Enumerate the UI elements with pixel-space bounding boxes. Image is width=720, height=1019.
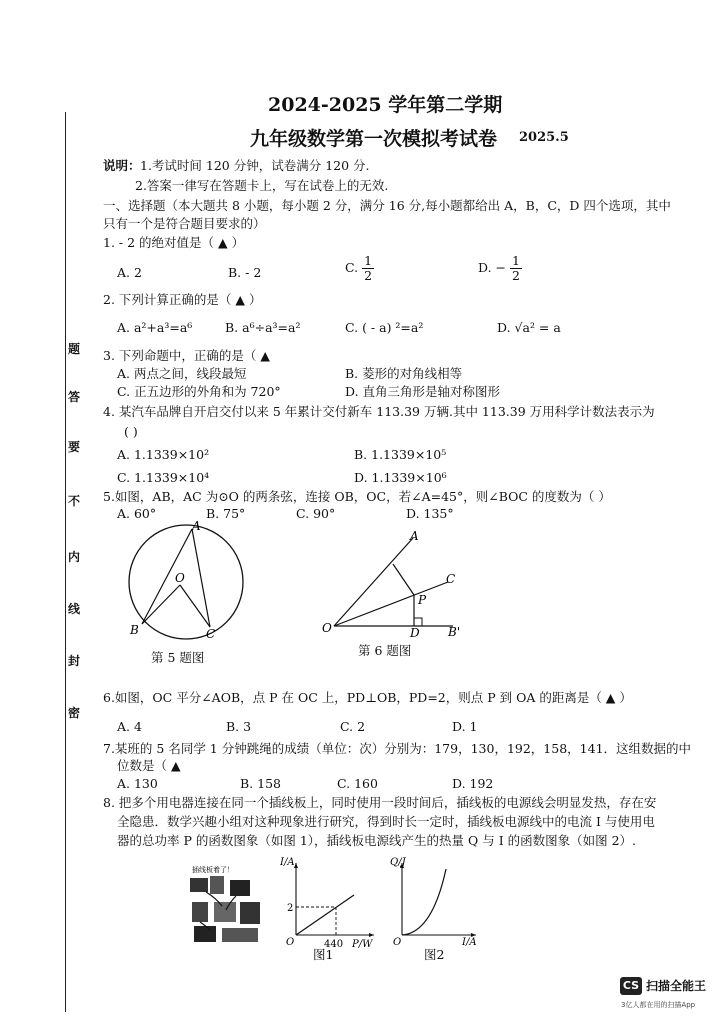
q3-option-d: D. 直角三角形是轴对称图形 — [345, 384, 501, 399]
exam-title-line1: 2024-2025 学年第二学期 — [268, 94, 503, 116]
point-a-label: A — [410, 529, 419, 543]
graph-1-origin: O — [286, 937, 295, 948]
graph-2-caption: 图2 — [424, 947, 445, 962]
seal-char: 答 — [68, 390, 81, 404]
appliance-icon — [194, 926, 216, 942]
ray-oa — [334, 538, 413, 626]
seal-char: 不 — [68, 494, 81, 508]
instructions-line1: 1.考试时间 120 分钟，试卷满分 120 分. — [140, 158, 370, 173]
q3-option-b: B. 菱形的对角线相等 — [345, 366, 463, 381]
graph-2-heat-vs-current — [388, 855, 480, 950]
exam-date: 2025.5 — [519, 130, 569, 145]
q2-option-b: B. a⁶÷a³=a² — [225, 320, 301, 335]
q6-option-b: B. 3 — [226, 719, 252, 734]
graph-2-curve — [402, 869, 446, 935]
q2-option-a: A. a²+a³=a⁶ — [117, 320, 193, 335]
q4-option-a: A. 1.1339×10² — [117, 447, 210, 462]
point-p-label: P — [418, 593, 427, 607]
q5-stem: 5.如图，AB，AC 为⊙O 的两条弦，连接 OB，OC，若∠A=45°，则∠BOC 的度数为（ ） — [103, 489, 611, 504]
point-c-label: C — [206, 627, 216, 641]
instructions-line2: 2.答案一律写在答题卡上，写在试卷上的无效. — [135, 178, 389, 193]
q2-stem: 2. 下列计算正确的是（ ▲ ） — [103, 292, 262, 307]
figure-6-angle-diagram — [318, 528, 468, 640]
point-a-label: A — [192, 520, 201, 533]
binding-line — [65, 112, 66, 1012]
q8-line3: 器的总功率 P 的函数图象（如图 1），插线板电源线产生的热量 Q 与 I 的函数图象（如图 2）. — [117, 833, 637, 848]
scanner-brand-name: 扫描全能王 — [646, 979, 707, 993]
graph-2-x-label: I/A — [462, 937, 477, 948]
seal-char: 要 — [68, 440, 81, 454]
graph-2-origin: O — [393, 937, 402, 948]
seal-char: 密 — [68, 706, 81, 720]
seal-char: 内 — [68, 550, 81, 564]
segment-p-to-oa — [393, 564, 414, 595]
q6-stem: 6.如图，OC 平分∠AOB，点 P 在 OC 上，PD⊥OB，PD=2，则点 P 到 OA 的距离是（ ▲ ） — [103, 690, 632, 705]
appliance-icon — [190, 878, 208, 892]
q1-option-c: C. $\frac{1}{2}$ — [345, 253, 373, 283]
graph-1-current-vs-power — [280, 855, 380, 950]
graph-2-y-label: Q/J — [390, 857, 406, 868]
appliance-icon — [240, 902, 260, 924]
q5-option-d: D. 135° — [406, 506, 454, 521]
q3-stem: 3. 下列命题中，正确的是（ ▲ — [103, 348, 270, 363]
q4-blank: ( ) — [124, 424, 138, 439]
q6-option-d: D. 1 — [452, 719, 478, 734]
power-strip-cartoon-illustration — [186, 862, 268, 948]
q8-line1: 8. 把多个用电器连接在同一个插线板上，同时使用一段时间后，插线板的电源线会明显发热，存在安 — [103, 795, 657, 810]
point-b-label: B — [130, 623, 139, 637]
q7-stem: 7.某班的 5 名同学 1 分钟跳绳的成绩（单位：次）分别为：179，130，192，158，141．这组数据的中 — [103, 741, 692, 756]
q3-option-c: C. 正五边形的外角和为 720° — [117, 384, 281, 399]
seal-char: 线 — [68, 602, 81, 616]
q5-option-b: B. 75° — [206, 506, 246, 521]
q2-option-c: C. ( - a) ²=a² — [345, 320, 424, 335]
q6-option-c: C. 2 — [340, 719, 366, 734]
seal-char: 题 — [68, 342, 81, 356]
chord-ac — [192, 529, 210, 627]
graph-1-y-tick: 2 — [287, 903, 294, 914]
q1-option-b: B. - 2 — [228, 265, 262, 280]
appliance-icon — [214, 902, 236, 922]
q7-option-b: B. 158 — [240, 776, 281, 791]
graph-1-x-label: P/W — [352, 939, 373, 950]
point-b-label: B' — [448, 625, 461, 639]
cartoon-caption: 插线板着了！ — [192, 866, 234, 874]
q7-option-d: D. 192 — [452, 776, 494, 791]
point-o-label: O — [175, 571, 185, 585]
q2-option-d: D. √a² = a — [497, 320, 561, 335]
appliance-icon — [230, 880, 250, 896]
segment-ob — [142, 585, 180, 624]
q4-option-c: C. 1.1339×10⁴ — [117, 470, 210, 485]
q4-option-d: D. 1.1339×10⁶ — [354, 470, 447, 485]
q7-stem-2: 位数是（ ▲ — [117, 758, 181, 773]
q1-option-d: D. − $\frac{1}{2}$ — [478, 253, 520, 283]
fraction-half: $\frac{1}{2}$ — [511, 253, 520, 283]
q1-option-a: A. 2 — [117, 265, 142, 280]
graph-1-line — [296, 895, 354, 935]
section1-heading-2: 只有一个是符合题目要求的） — [103, 216, 266, 231]
figure-5-caption: 第 5 题图 — [151, 650, 205, 665]
q6-option-a: A. 4 — [117, 719, 142, 734]
figure-5-circle-diagram — [118, 520, 258, 645]
seal-char: 封 — [68, 654, 81, 668]
q3-option-a: A. 两点之间，线段最短 — [117, 366, 247, 381]
power-strip-icon — [222, 928, 258, 942]
point-o-label: O — [322, 621, 332, 635]
circle-o — [129, 525, 243, 639]
appliance-icon — [192, 902, 208, 922]
q7-option-a: A. 130 — [117, 776, 158, 791]
scanner-logo-icon: CS — [620, 977, 642, 995]
q7-option-c: C. 160 — [337, 776, 378, 791]
q4-stem: 4. 某汽车品牌自开启交付以来 5 年累计交付新车 113.39 万辆.其中 113.39 万用科学计数法表示为 — [103, 404, 655, 419]
q5-option-a: A. 60° — [117, 506, 157, 521]
scanner-slogan: 3亿人都在用的扫描App — [621, 1001, 696, 1009]
section1-heading: 一、选择题（本大题共 8 小题，每小题 2 分，满分 16 分,每小题都给出 A，B，C，D 四个选项，其中 — [103, 198, 671, 213]
fraction-half: $\frac{1}{2}$ — [364, 253, 373, 283]
instructions-label: 说明： — [103, 158, 141, 173]
right-angle-mark — [414, 618, 422, 626]
point-c-label: C — [446, 572, 456, 586]
graph-1-caption: 图1 — [313, 947, 334, 962]
ray-oc — [334, 582, 448, 626]
point-d-label: D — [410, 626, 420, 640]
segment-oc — [180, 585, 210, 627]
q4-option-b: B. 1.1339×10⁵ — [354, 447, 447, 462]
q1-stem: 1. - 2 的绝对值是（ ▲ ） — [103, 235, 245, 250]
figure-6-caption: 第 6 题图 — [358, 643, 412, 658]
graph-1-y-label: I/A — [280, 857, 295, 868]
appliance-icon — [210, 876, 224, 894]
graph-1-x-tick: 440 — [324, 939, 344, 950]
q8-line2: 全隐患．数学兴趣小组对这种现象进行研究，得到时长一定时，插线板电源线中的电流 I 与使用电 — [117, 814, 655, 829]
exam-title-line2: 九年级数学第一次模拟考试卷 — [250, 128, 498, 150]
q5-option-c: C. 90° — [296, 506, 336, 521]
